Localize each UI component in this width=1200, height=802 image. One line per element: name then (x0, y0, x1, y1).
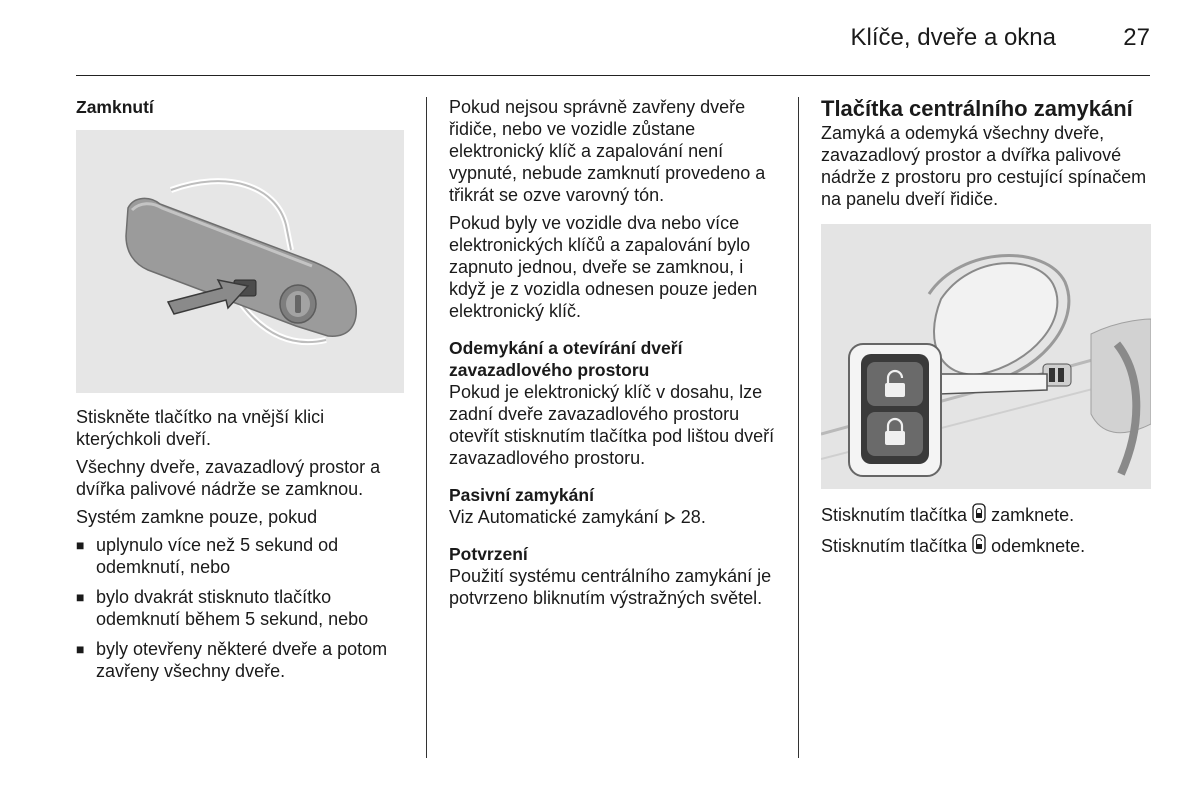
list-item: ■ bylo dvakrát stisknuto tlačítko odemknutí během 5 sekund, nebo (76, 587, 369, 629)
page-reference-link[interactable]: 28. (680, 507, 706, 527)
paragraph-see-automatic-locking: Viz Automatické zamykání 28. (449, 507, 706, 527)
column-divider-2 (798, 97, 799, 758)
list-item: ■ uplynulo více než 5 sekund od odemknutí, nebo (76, 535, 339, 577)
door-panel-figure (821, 224, 1151, 489)
header-rule (76, 75, 1150, 76)
section-heading-locking: Zamknutí (76, 97, 154, 117)
bullet-icon: ■ (76, 537, 85, 553)
paragraph-tailgate-open: Pokud je elektronický klíč v dosahu, lze zadní dveře zavazadlového prostoru otevřít stisknutím tlačítka pod lištou dveří zavazadlového prostoru. (449, 382, 775, 468)
paragraph-central-locking: Zamyká a odemyká všechny dveře, zavazadlový prostor a dvířka palivové nádrže z prostoru pro cestující spínačem na panelu dveří řidiče. (821, 123, 1147, 209)
door-handle-figure (76, 130, 404, 393)
page-number: 27 (1123, 24, 1150, 51)
unlock-icon (972, 536, 991, 556)
paragraph-two-keys: Pokud byly ve vozidle dva nebo více elektronických klíčů a zapalování bylo zapnuto jednou, dveře se zamknou, i když je z vozidla odnesen pouze jeden elektronický klíč. (449, 213, 758, 321)
bullet-icon: ■ (76, 589, 85, 605)
column-2 (449, 96, 783, 615)
section-heading-central-locking-buttons: Tlačítka centrálního zamykání (821, 96, 1133, 121)
page-header-title: Klíče, dveře a okna (850, 24, 1056, 51)
column-divider-1 (426, 97, 427, 758)
paragraph-press-button: Stiskněte tlačítko na vnější klici kterýchkoli dveří. (76, 407, 325, 449)
column-1 (76, 96, 408, 690)
section-heading-tailgate-unlock: Odemykání a otevírání dveří zavazadlového prostoru (449, 338, 683, 380)
door-handle-illustration (76, 130, 404, 393)
paragraph-lock-instruction: Stisknutím tlačítka zamknete. (821, 505, 1075, 525)
page-reference-icon (664, 507, 681, 527)
paragraph-system-locks-only: Systém zamkne pouze, pokud (76, 507, 318, 527)
list-item: ■ byly otevřeny některé dveře a potom zavřeny všechny dveře. (76, 639, 388, 681)
door-panel-lock-switch-illustration (821, 224, 1151, 489)
conditions-list (76, 534, 408, 682)
paragraph-doors-not-closed: Pokud nejsou správně zavřeny dveře řidiče, nebo ve vozidle zůstane elektronický klíč a zapalování není vypnuté, nebude zamknutí provedeno a třikrát se ozve varovný tón. (449, 97, 766, 205)
paragraph-unlock-instruction: Stisknutím tlačítka odemknete. (821, 536, 1086, 556)
section-heading-confirmation: Potvrzení (449, 544, 528, 564)
bullet-icon: ■ (76, 641, 85, 657)
column-3 (821, 96, 1151, 563)
paragraph-all-doors-lock: Všechny dveře, zavazadlový prostor a dvířka palivové nádrže se zamknou. (76, 457, 381, 499)
paragraph-confirmation: Použití systému centrálního zamykání je potvrzeno bliknutím výstražných světel. (449, 566, 772, 608)
lock-icon (972, 505, 991, 525)
section-heading-passive-locking: Pasivní zamykání (449, 485, 594, 505)
